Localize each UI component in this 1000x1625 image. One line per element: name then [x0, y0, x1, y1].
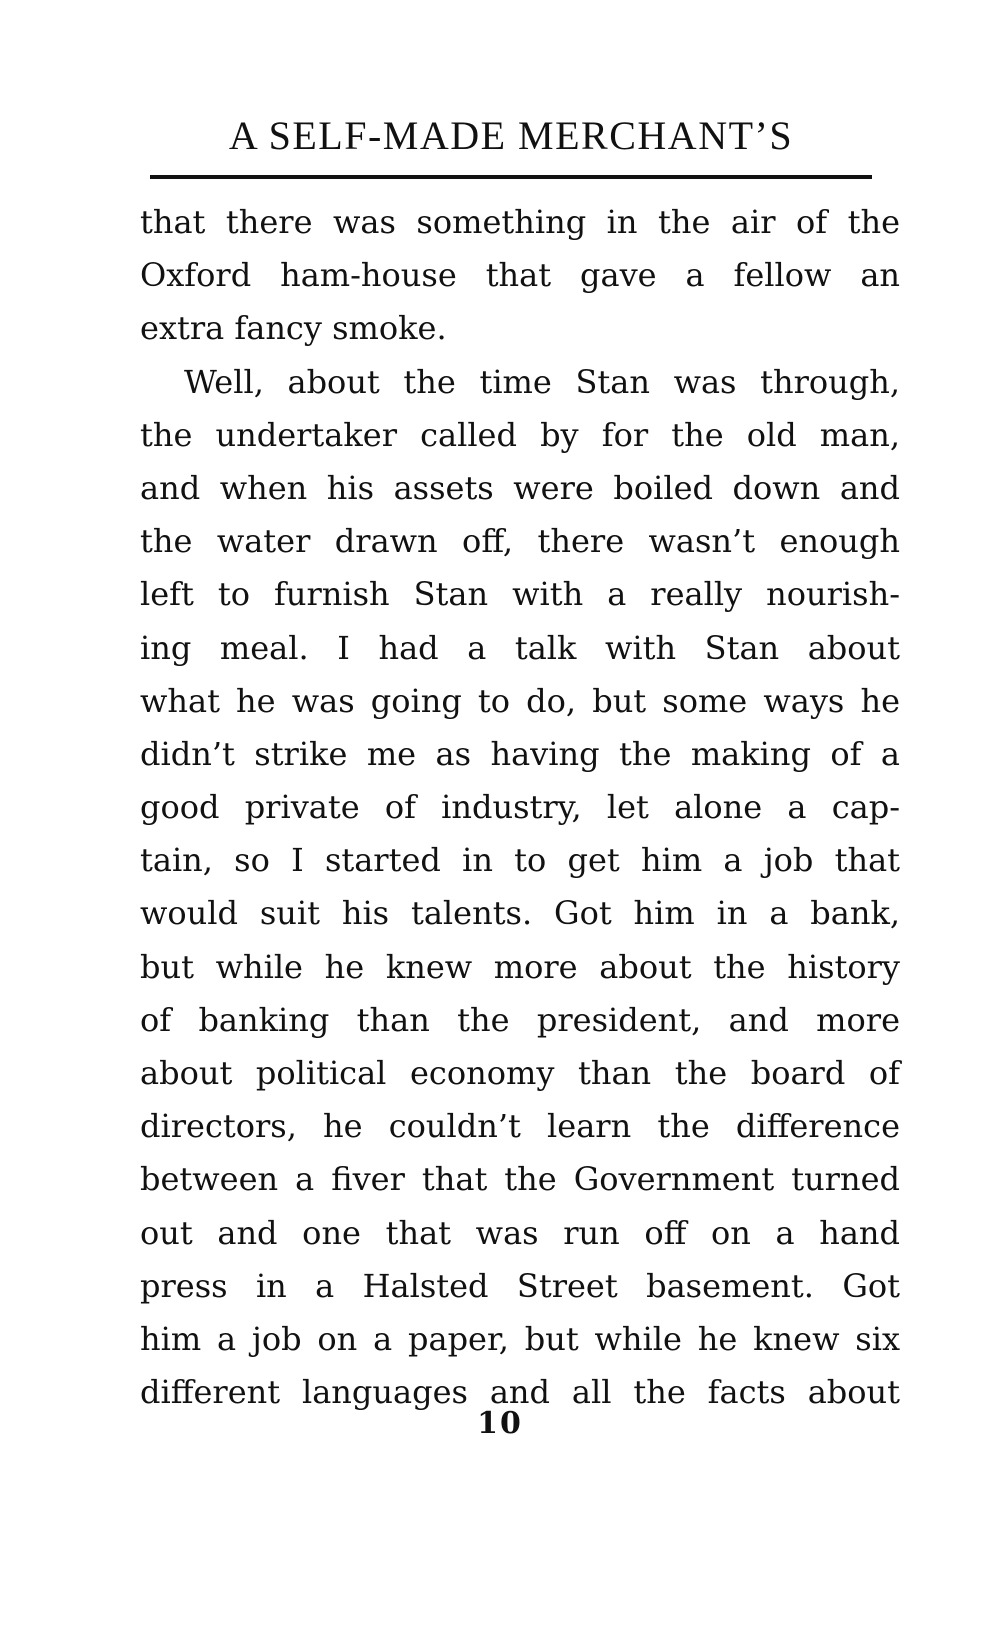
- running-head: A SELF-MADE MERCHANT’S: [228, 113, 794, 158]
- body-text: [140, 196, 900, 1419]
- text-line: out and one that was run off on a hand: [140, 1213, 900, 1252]
- text-line: tain, so I started in to get him a job that: [140, 841, 900, 880]
- page-number: 10: [477, 1406, 523, 1441]
- text-line: good private of industry, let alone a cap-: [140, 788, 900, 827]
- text-line: would suit his talents. Got him in a bank,: [140, 894, 900, 933]
- text-line: Oxford ham-house that gave a fellow an: [140, 256, 900, 295]
- text-line: extra fancy smoke.: [140, 309, 447, 348]
- text-line: and when his assets were boiled down and: [140, 468, 900, 507]
- text-line: that there was something in the air of the: [140, 203, 900, 241]
- text-line: didn’t strike me as having the making of a: [140, 734, 900, 773]
- text-line: press in a Halsted Street basement. Got: [140, 1266, 900, 1305]
- header-rule: [150, 175, 872, 179]
- text-line: about political economy than the board of: [140, 1054, 900, 1092]
- text-line: him a job on a paper, but while he knew six: [140, 1319, 900, 1358]
- text-line: Well, about the time Stan was through,: [184, 362, 900, 401]
- text-line: between a fiver that the Government turned: [140, 1160, 900, 1199]
- text-line: left to furnish Stan with a really nourish-: [140, 575, 900, 614]
- text-line: ing meal. I had a talk with Stan about: [140, 628, 900, 667]
- text-line: directors, he couldn’t learn the difference: [140, 1107, 900, 1146]
- text-line: but while he knew more about the history: [140, 947, 900, 986]
- text-line: of banking than the president, and more: [140, 1000, 900, 1039]
- text-line: the water drawn off, there wasn’t enough: [140, 522, 900, 561]
- text-line: the undertaker called by for the old man,: [140, 415, 900, 454]
- text-line: different languages and all the facts about: [140, 1373, 900, 1412]
- text-line: what he was going to do, but some ways he: [140, 681, 900, 720]
